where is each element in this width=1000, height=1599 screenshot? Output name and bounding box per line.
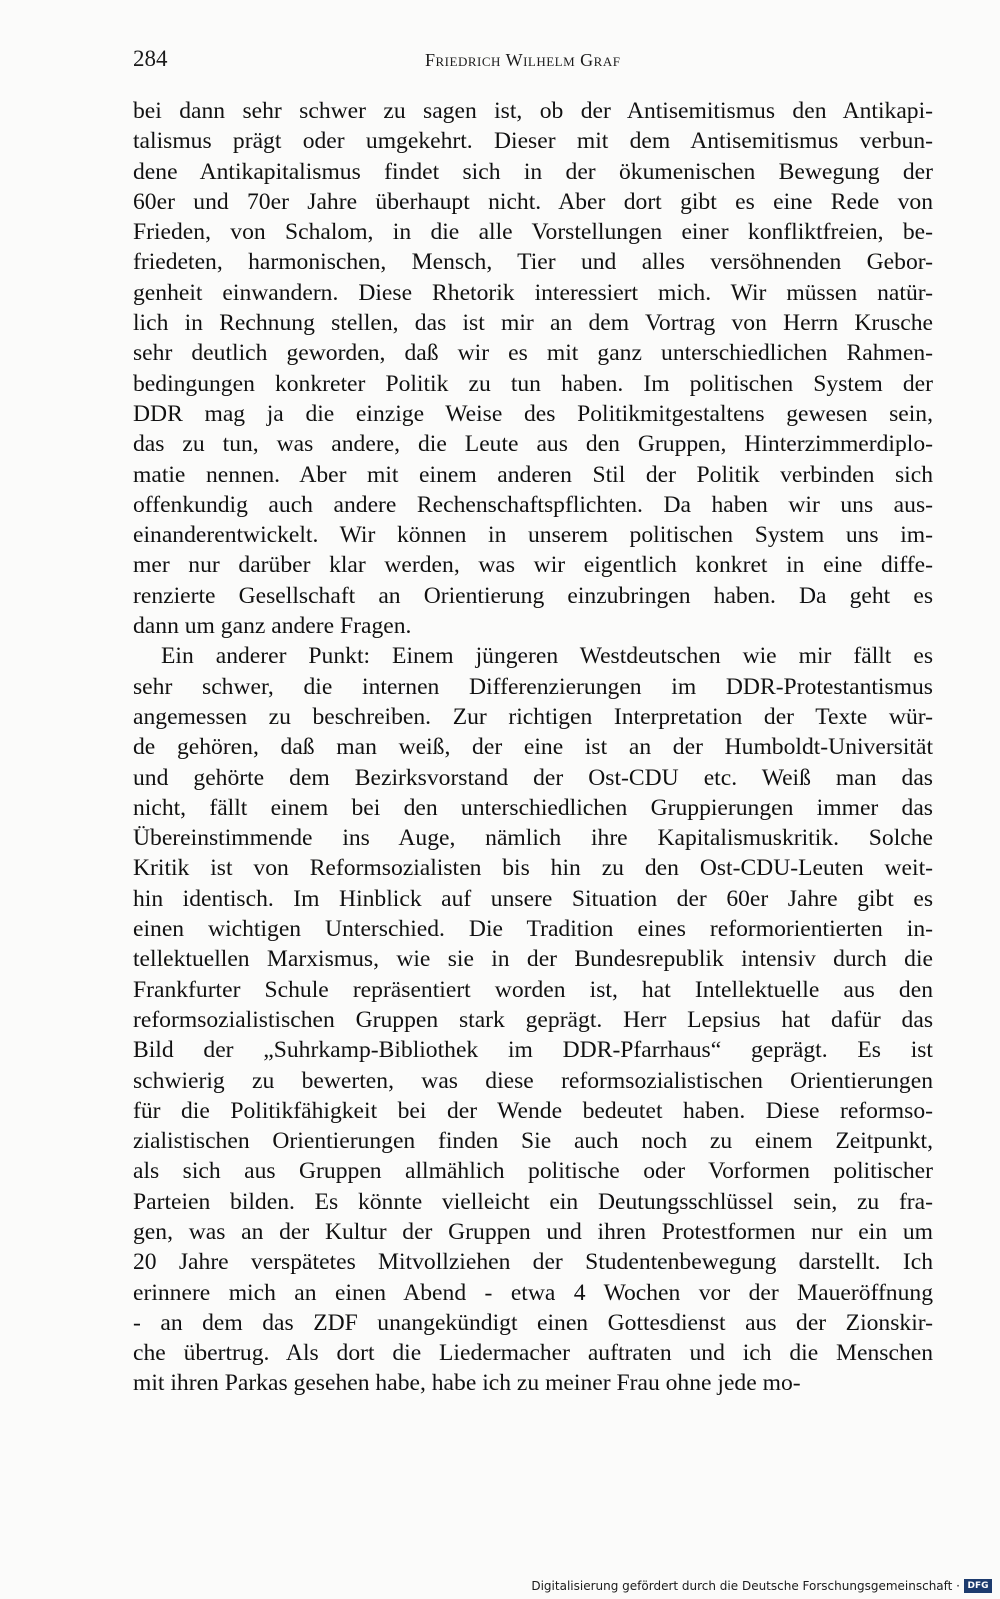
text-line: Parteien bilden. Es könnte vielleicht ein Deutungsschlüssel sein, zu fra- xyxy=(133,1188,933,1215)
text-line: friedeten, harmonischen, Mensch, Tier und alles versöhnenden Gebor- xyxy=(133,249,933,276)
text-line: Frieden, von Schalom, in die alle Vorstellungen einer konfliktfreien, be- xyxy=(133,219,933,246)
text-line: erinnere mich an einen Abend - etwa 4 Wochen vor der Maueröffnung xyxy=(133,1279,933,1306)
text-line: dene Antikapitalismus findet sich in der ökumenischen Bewegung der xyxy=(133,158,933,185)
text-line: dann um ganz andere Fragen. xyxy=(133,613,412,640)
text-line: Ein anderer Punkt: Einem jüngeren Westdeutschen wie mir fällt es xyxy=(161,643,933,670)
text-line: zialistischen Orientierungen finden Sie auch noch zu einem Zeitpunkt, xyxy=(133,1128,933,1155)
text-line: Übereinstimmende ins Auge, nämlich ihre Kapitalismuskritik. Solche xyxy=(133,825,933,852)
text-line: Kritik ist von Reformsozialisten bis hin zu den Ost-CDU-Leuten weit- xyxy=(133,855,933,882)
text-line: Bild der „Suhrkamp-Bibliothek im DDR-Pfarrhaus“ geprägt. Es ist xyxy=(133,1037,933,1064)
text-line: sehr schwer, die internen Differenzierungen im DDR-Protestantismus xyxy=(133,673,933,700)
paragraph xyxy=(133,641,933,1398)
text-line: matie nennen. Aber mit einem anderen Stil der Politik verbinden sich xyxy=(133,461,933,488)
dfg-logo-icon: DFG xyxy=(964,1579,992,1593)
text-line: hin identisch. Im Hinblick auf unsere Situation der 60er Jahre gibt es xyxy=(133,885,933,912)
text-line: de gehören, daß man weiß, der eine ist an der Humboldt-Universität xyxy=(133,734,933,761)
body-text xyxy=(133,96,933,1399)
text-line: lich in Rechnung stellen, das ist mir an dem Vortrag von Herrn Krusche xyxy=(133,310,933,337)
text-line: angemessen zu beschreiben. Zur richtigen Interpretation der Texte wür- xyxy=(133,703,933,730)
text-line: Frankfurter Schule repräsentiert worden ist, hat Intellektuelle aus den xyxy=(133,976,933,1003)
text-line: als sich aus Gruppen allmählich politische oder Vorformen politischer xyxy=(133,1158,933,1185)
text-line: das zu tun, was andere, die Leute aus den Gruppen, Hinterzimmerdiplo- xyxy=(133,431,933,458)
text-line: sehr deutlich geworden, daß wir es mit ganz unterschiedlichen Rahmen- xyxy=(133,340,933,367)
text-line: mer nur darüber klar werden, was wir eigentlich konkret in eine diffe- xyxy=(133,552,933,579)
text-line: nicht, fällt einem bei den unterschiedlichen Gruppierungen immer das xyxy=(133,794,933,821)
text-line: schwierig zu bewerten, was diese reformsozialistischen Orientierungen xyxy=(133,1067,933,1094)
text-line: genheit einwandern. Diese Rhetorik interessiert mich. Wir müssen natür- xyxy=(133,279,933,306)
text-line: 60er und 70er Jahre überhaupt nicht. Aber dort gibt es eine Rede von xyxy=(133,188,933,215)
text-line: einanderentwickelt. Wir können in unserem politischen System uns im- xyxy=(133,522,933,549)
text-line: DDR mag ja die einzige Weise des Politikmitgestaltens gewesen sein, xyxy=(133,400,933,427)
text-line: gen, was an der Kultur der Gruppen und ihren Protestformen nur ein um xyxy=(133,1218,933,1245)
text-line: und gehörte dem Bezirksvorstand der Ost-CDU etc. Weiß man das xyxy=(133,764,933,791)
page-header xyxy=(133,46,933,76)
text-line: bei dann sehr schwer zu sagen ist, ob der Antisemitismus den Antikapi- xyxy=(133,98,933,124)
text-line: für die Politikfähigkeit bei der Wende bedeutet haben. Diese reformso- xyxy=(133,1097,933,1124)
digitization-footer xyxy=(531,1579,992,1593)
running-head: Friedrich Wilhelm Graf xyxy=(425,50,621,70)
page-number: 284 xyxy=(133,46,168,71)
paragraph xyxy=(133,96,933,641)
text-line: bedingungen konkreter Politik zu tun haben. Im politischen System der xyxy=(133,370,933,397)
footer-text: Digitalisierung gefördert durch die Deutsche Forschungsgemeinschaft · xyxy=(531,1579,960,1593)
text-line: mit ihren Parkas gesehen habe, habe ich zu meiner Frau ohne jede mo- xyxy=(133,1370,801,1397)
text-line: 20 Jahre verspätetes Mitvollziehen der Studentenbewegung darstellt. Ich xyxy=(133,1249,933,1276)
text-line: renzierte Gesellschaft an Orientierung einzubringen haben. Da geht es xyxy=(133,582,933,609)
text-line: - an dem das ZDF unangekündigt einen Gottesdienst aus der Zionskir- xyxy=(133,1309,933,1336)
text-line: offenkundig auch andere Rechenschaftspflichten. Da haben wir uns aus- xyxy=(133,491,933,518)
text-line: einen wichtigen Unterschied. Die Tradition eines reformorientierten in- xyxy=(133,916,933,943)
text-line: tellektuellen Marxismus, wie sie in der Bundesrepublik intensiv durch die xyxy=(133,946,933,973)
text-line: reformsozialistischen Gruppen stark geprägt. Herr Lepsius hat dafür das xyxy=(133,1006,933,1033)
text-line: talismus prägt oder umgekehrt. Dieser mit dem Antisemitismus verbun- xyxy=(133,128,933,155)
text-line: che übertrug. Als dort die Liedermacher auftraten und ich die Menschen xyxy=(133,1340,933,1367)
